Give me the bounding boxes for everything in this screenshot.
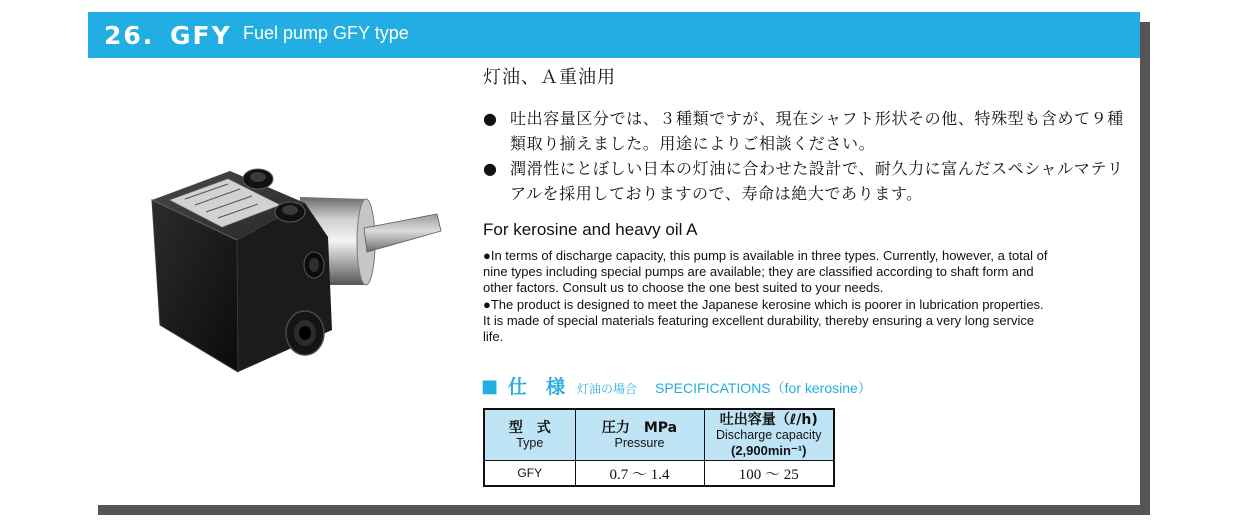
pump-top-fitting-2 xyxy=(275,202,305,222)
pump-top-fitting xyxy=(243,169,273,189)
jp-bullet-line: 潤滑性にとぼしい日本の灯油に合わせた設計で、耐久力に富んだスペシャルマテリ xyxy=(510,159,1124,178)
cell-pressure: 0.7 ～ 1.4 xyxy=(575,461,704,487)
jp-bullet-line: 類取り揃えました。用途によりご相談ください。 xyxy=(510,134,876,153)
jp-bullet-list xyxy=(483,106,1124,206)
column-header-type xyxy=(484,409,575,461)
section-number: 26. xyxy=(104,21,155,50)
pump-shaft xyxy=(364,214,441,252)
product-title: Fuel pump GFY type xyxy=(243,23,409,43)
column-header-en: Discharge capacity xyxy=(715,428,822,442)
en-description-line: ●In terms of discharge capacity, this pump is available in three types. Currently, however, a total of xyxy=(483,248,1048,263)
column-header-sub: (2,900min⁻¹) xyxy=(731,443,807,458)
pump-side-port xyxy=(304,252,324,278)
pump-photo xyxy=(140,155,450,385)
column-header-jp: 圧力 MPa xyxy=(601,419,678,436)
en-heading: For kerosine and heavy oil A xyxy=(483,220,698,239)
bullet-marker: ● xyxy=(483,109,497,128)
en-description xyxy=(483,248,1047,345)
cell-capacity: 100 ～ 25 xyxy=(704,461,834,487)
en-description-line: other factors. Consult us to choose the one best suited to your needs. xyxy=(483,280,884,296)
bullet-marker: ● xyxy=(483,159,497,178)
en-description-line: nine types including special pumps are available; they are classified according to shaft form and xyxy=(483,264,1034,280)
jp-heading: 灯油、Ａ重油用 xyxy=(483,67,616,88)
spec-table xyxy=(483,408,835,487)
column-header-en: Pressure xyxy=(614,435,665,450)
spec-title: 仕 様 xyxy=(508,376,566,398)
column-header-pressure xyxy=(575,409,704,461)
square-bullet-icon: ■ xyxy=(481,376,499,397)
product-code: GFY xyxy=(170,21,232,50)
jp-bullet-line: アルを採用しておりますので、寿命は絶大であります。 xyxy=(510,184,923,203)
section-header-bar xyxy=(88,12,1140,58)
cell-type: GFY xyxy=(484,461,575,487)
en-description-line: life. xyxy=(483,329,504,345)
spec-table-header-row xyxy=(484,409,834,461)
column-header-jp: 吐出容量（ℓ/h) xyxy=(719,412,818,428)
column-header-capacity xyxy=(704,409,834,461)
spec-note: 灯油の場合 xyxy=(577,382,638,396)
en-description-line: It is made of special materials featuring excellent durability, thereby ensuring a very long service xyxy=(483,312,1035,328)
column-header-en: Type xyxy=(516,435,544,450)
pump-suction-port xyxy=(286,311,324,355)
jp-bullet-item xyxy=(483,156,1124,206)
jp-bullet-line: 吐出容量区分では、３種類ですが、現在シャフト形状その他、特殊型も含めて９種 xyxy=(510,109,1124,128)
column-header-jp: 型 式 xyxy=(508,419,551,436)
en-description-line: ●The product is designed to meet the Japanese kerosine which is poorer in lubrication properties. xyxy=(483,296,1044,312)
table-row xyxy=(484,461,834,487)
spec-title-en: SPECIFICATIONS（for kerosine） xyxy=(655,380,872,396)
jp-bullet-item xyxy=(483,106,1124,156)
